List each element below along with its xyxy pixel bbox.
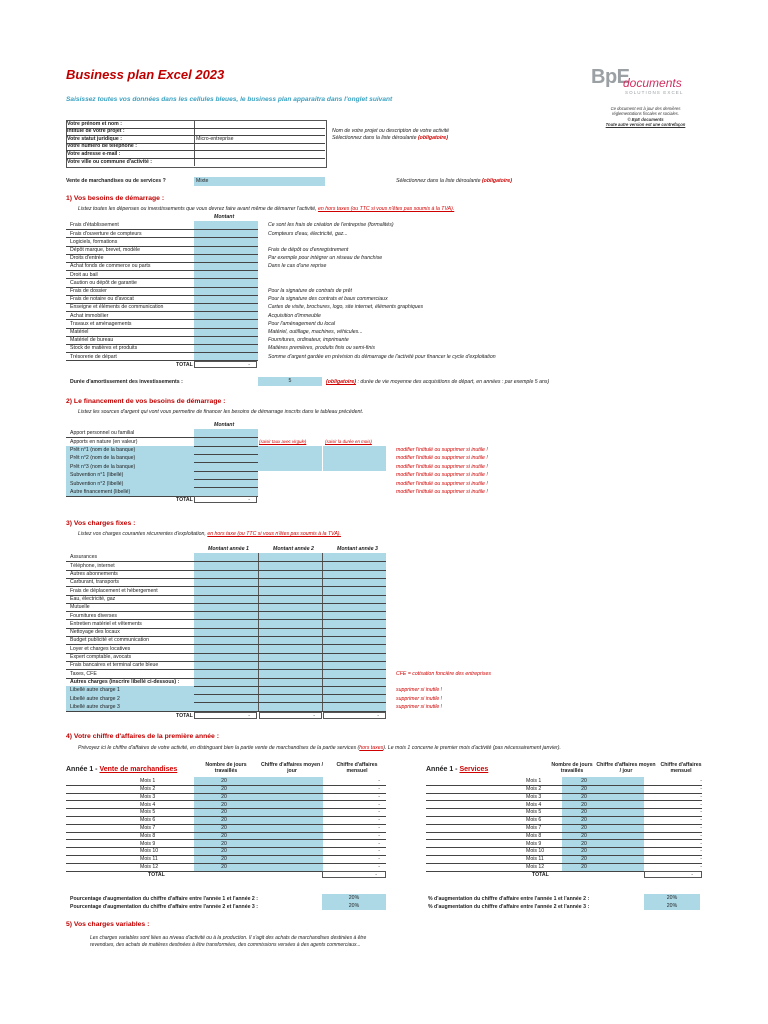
ca-monthly-value: -: [700, 856, 702, 863]
section-1-item-label: Travaux et aménagements: [70, 320, 132, 327]
section-3-col-year1: Montant année 1: [208, 546, 249, 552]
section-3-item-note: supprimer si inutile !: [396, 695, 443, 702]
ca-monthly-value: -: [378, 856, 380, 863]
section-3-item-label: Libellé autre charge 2: [70, 695, 120, 702]
section-3-item-label: Carburant, transports: [70, 579, 120, 586]
identity-label: Votre ville ou commune d'activité :: [67, 158, 153, 165]
section-2-duration-column[interactable]: [323, 446, 386, 471]
help-project: Nom de votre projet ou description de votre activité: [332, 128, 450, 134]
section-1-item-note: Frais de dépôt ou d'enregistrement: [268, 247, 349, 253]
section-1-intro-text: Listez toutes les dépenses ou investissements que vous devrez faire avant même de démarrer l'activité,: [78, 206, 317, 212]
section-1-item-note: Ce sont les frais de création de l'entreprise (formalités): [268, 222, 394, 229]
ca-month-label: Mois 1: [140, 778, 156, 785]
section-4-intro-red: hors taxes: [359, 745, 384, 751]
ca-days-value[interactable]: 20: [221, 864, 227, 870]
section-3-col-divider-1: [258, 553, 259, 711]
ca-monthly-value: -: [378, 817, 380, 824]
help-statut: [332, 135, 448, 141]
section-2-item-label: Apport personnel ou familial: [70, 430, 135, 437]
ca-days-value[interactable]: 20: [581, 832, 587, 839]
pct-left-label-2: Pourcentage d'augmentation du chiffre d'affaire entre l'année 2 et l'année 3 :: [70, 904, 258, 910]
section-1-row-line: [66, 328, 258, 329]
section-1-item-label: Matériel: [70, 329, 89, 335]
section-3-total-year3: -: [323, 712, 386, 719]
ca-month-label: Mois 11: [526, 856, 544, 863]
ca-right-col-ca-jour: Chiffre d'affaires moyen / jour: [596, 762, 656, 775]
ca-left-total-value: -: [322, 871, 386, 878]
section-1-total-label: TOTAL: [176, 362, 193, 368]
section-1-item-label: Trésorerie de départ: [70, 353, 117, 360]
ca-row-line: [426, 808, 702, 809]
section-5-title: 5) Vos charges variables :: [66, 921, 150, 928]
duration-hint: (saisir la durée en mois): [325, 439, 372, 444]
section-4-intro: [78, 745, 561, 751]
section-2-item-label: Prêt n°1 (nom de la banque): [70, 447, 136, 454]
section-2-item-label: Subvention n°2 (libellé): [70, 480, 124, 487]
section-1-item-note: Pour la signature de contrats de prêt: [268, 288, 352, 294]
identity-row-line: [66, 128, 325, 129]
ca-month-label: Mois 3: [526, 793, 542, 800]
section-2-item-label: Subvention n°1 (libellé): [70, 472, 124, 479]
section-4-intro-b: ). Le mois 1 concerne le premier mois d'activité (pas nécessairement janvier).: [383, 745, 561, 751]
section-3-item-label: Eau, électricité, gaz: [70, 595, 116, 602]
ca-month-label: Mois 10: [526, 848, 545, 855]
ca-days-value[interactable]: 20: [221, 848, 227, 855]
ca-monthly-value: -: [700, 817, 702, 824]
identity-label: Votre prénom et nom :: [67, 120, 122, 127]
ca-monthly-value: -: [378, 840, 380, 847]
section-1-item-note: Acquisition d'immeuble: [268, 312, 321, 319]
identity-label: Votre statut juridique :: [67, 135, 122, 142]
section-3-item-note: supprimer si inutile !: [396, 687, 443, 694]
section-2-item-label: Prêt n°2 (nom de la banque): [70, 455, 136, 462]
ca-days-value[interactable]: 20: [581, 801, 587, 808]
section-1-item-label: Frais d'établissement: [70, 222, 119, 229]
ca-month-label: Mois 2: [526, 786, 542, 792]
ca-right-heading-text: Année 1 -: [426, 766, 458, 773]
section-2-total-label: TOTAL: [176, 497, 193, 503]
section-1-item-label: Stock de matières et produits: [70, 345, 138, 352]
identity-input[interactable]: [195, 120, 325, 128]
ca-days-value[interactable]: 20: [581, 778, 587, 785]
section-1-item-note: Matériel, outillage, machines, véhicules...: [268, 329, 363, 335]
bpe-logo: [591, 66, 701, 100]
section-2-item-label: Autre financement (libellé): [70, 488, 131, 495]
section-2-total-value: -: [194, 496, 257, 503]
ca-left-col-jours: Nombre de jours travaillés: [205, 762, 247, 775]
ca-left-col-ca-jour: Chiffre d'affaires moyen / jour: [260, 762, 324, 775]
pct-left-input-1[interactable]: 20%: [322, 894, 386, 902]
ca-month-label: Mois 7: [140, 825, 156, 831]
section-1-intro-red: en hors taxes (ou TTC si vous n'êtes pas soumis à la TVA).: [318, 206, 455, 212]
section-3-item-label: Autres abonnements: [70, 571, 118, 577]
ca-days-value[interactable]: 20: [221, 856, 227, 863]
ca-days-value[interactable]: 20: [221, 825, 227, 831]
ca-month-label: Mois 1: [526, 778, 542, 785]
identity-input[interactable]: [195, 128, 325, 136]
ca-monthly-value: -: [700, 864, 702, 870]
ca-row-line: [426, 785, 702, 786]
ca-month-label: Mois 4: [526, 801, 542, 808]
section-3-row-line: [66, 669, 386, 670]
amortissement-input[interactable]: 5: [258, 377, 322, 386]
ca-monthly-value: -: [378, 848, 380, 855]
ca-month-label: Mois 12: [526, 864, 545, 870]
ca-days-value[interactable]: 20: [581, 809, 587, 816]
section-2-item-note: modifier l'intitulé ou supprimer si inutile !: [396, 472, 488, 479]
ca-days-value[interactable]: 20: [581, 864, 587, 870]
ca-month-label: Mois 12: [140, 864, 159, 870]
section-1-item-note: Compteurs d'eau, électricité, gaz...: [268, 230, 348, 237]
section-3-title: 3) Vos charges fixes :: [66, 520, 136, 527]
page-subtitle: Saisissez toutes vos données dans les cellules bleues, le business plan apparaitra dans l'onglet suivant: [66, 96, 393, 103]
ca-days-value[interactable]: 20: [581, 786, 587, 792]
section-1-item-label: Achat immobilier: [70, 312, 109, 319]
identity-label: Votre numéro de téléphone :: [67, 143, 137, 150]
page-title: Business plan Excel 2023: [66, 67, 225, 82]
ca-days-value[interactable]: 20: [581, 817, 587, 824]
ca-right-col-ca-mensuel: Chiffre d'affaires mensuel: [660, 762, 702, 775]
section-3-col-year3: Montant année 3: [337, 546, 378, 552]
ca-row-line: [426, 863, 702, 864]
ca-left-heading: [66, 766, 177, 773]
ca-row-line: [426, 824, 702, 825]
section-3-intro-text: Listez vos charges courantes récurrentes d'exploitation,: [78, 531, 206, 537]
section-1-item-label: Frais de dossier: [70, 288, 107, 294]
ca-left-total-label: TOTAL: [148, 872, 165, 878]
legal-notice: [598, 106, 693, 127]
pct-right-input-1[interactable]: 20%: [644, 894, 700, 902]
ca-right-total-label: TOTAL: [532, 872, 549, 878]
amortissement-required: (obligatoire): [326, 379, 356, 385]
ca-monthly-value: -: [700, 825, 702, 831]
ca-right-col-jours: Nombre de jours travaillés: [551, 762, 593, 775]
section-1-item-note: Dans le cas d'une reprise: [268, 263, 327, 270]
ca-left-heading-red: Vente de marchandises: [99, 766, 178, 773]
ca-days-value[interactable]: 20: [221, 817, 227, 824]
ca-monthly-value: -: [378, 793, 380, 800]
section-3-total-label: TOTAL: [176, 713, 193, 719]
logo-bp: BpE: [591, 66, 630, 88]
section-3-item-label: Assurances: [70, 554, 98, 561]
ca-month-label: Mois 5: [140, 809, 156, 816]
section-1-total-value: -: [194, 361, 257, 368]
ca-days-value[interactable]: 20: [221, 786, 227, 792]
ca-monthly-value: -: [700, 848, 702, 855]
section-2-title: 2) Le financement de vos besoins de démarrage :: [66, 398, 226, 405]
ca-days-value[interactable]: 20: [221, 793, 227, 800]
ca-left-col-ca-mensuel: Chiffre d'affaires mensuel: [336, 762, 378, 775]
ca-month-label: Mois 6: [526, 817, 542, 824]
ca-month-label: Mois 8: [526, 832, 542, 839]
ca-row-line: [426, 832, 702, 833]
section-3-col-divider-2: [322, 553, 323, 711]
section-1-col-montant: Montant: [214, 214, 235, 220]
vente-required: (obligatoire): [481, 178, 512, 184]
ca-monthly-value: -: [378, 825, 380, 831]
help-statut-text: Sélectionnez dans la liste déroulante: [332, 135, 417, 141]
section-3-year2-column[interactable]: [259, 553, 322, 711]
section-3-item-label: Fournitures diverses: [70, 612, 117, 619]
rate-hint: (saisir taux avec virgule): [259, 439, 307, 444]
ca-monthly-value: -: [700, 809, 702, 816]
section-2-rate-column[interactable]: [258, 446, 322, 471]
amortissement-label: Durée d'amortissement des investissements :: [70, 379, 183, 385]
identity-label: Intitulé de votre projet :: [67, 128, 125, 135]
vente-help-text: Sélectionnez dans la liste déroulante: [396, 178, 481, 184]
ca-days-value[interactable]: 20: [221, 801, 227, 808]
section-1-item-label: Droit au bail: [70, 271, 98, 278]
section-3-intro-red: en hors taxe (ou TTC si vous n'êtes pas soumis à la TVA).: [207, 531, 341, 537]
section-2-item-note: modifier l'intitulé ou supprimer si inutile !: [396, 463, 488, 470]
ca-monthly-value: -: [378, 778, 380, 785]
ca-monthly-value: -: [700, 778, 702, 785]
pct-left-label-1: Pourcentage d'augmentation du chiffre d'affaire entre l'année 1 et l'année 2 :: [70, 896, 258, 902]
ca-days-value[interactable]: 20: [581, 840, 587, 847]
section-4-title: 4) Votre chiffre d'affaires de la première année :: [66, 733, 219, 740]
notice-copyright: © BpE documents: [627, 116, 664, 122]
pct-right-label-1: % d'augmentation du chiffre d'affaire entre l'année 1 et l'année 2 :: [428, 896, 590, 902]
ca-month-label: Mois 2: [140, 786, 156, 792]
section-1-item-label: Dépôt marque, brevet, modèle: [70, 247, 141, 253]
section-3-year3-column[interactable]: [323, 553, 386, 711]
ca-monthly-value: -: [378, 832, 380, 839]
section-3-col-year2: Montant année 2: [273, 546, 314, 552]
section-3-item-note: supprimer si inutile !: [396, 703, 443, 710]
section-3-item-label: Budget publicité et communication: [70, 637, 150, 644]
ca-left-heading-text: Année 1 -: [66, 766, 98, 773]
ca-monthly-value: -: [378, 809, 380, 816]
section-1-item-label: Achat fonds de commerce ou parts: [70, 263, 151, 270]
logo-documents: documents: [623, 76, 682, 90]
section-3-item-label: Frais bancaires et terminal carte bleue: [70, 662, 159, 669]
statut-value[interactable]: Micro-entreprise: [196, 135, 234, 142]
section-1-title: 1) Vos besoins de démarrage :: [66, 195, 165, 202]
section-2-col-montant: Montant: [214, 422, 235, 428]
section-2-intro: Listez les sources d'argent qui vont vous permettre de financer les besoins de démarrage inscrits dans le tableau précédent.: [78, 409, 364, 415]
ca-right-heading-red: Services: [459, 766, 489, 773]
section-3-item-label: Mutuelle: [70, 604, 90, 611]
section-5-intro: Les charges variables sont liées au niveau d'activité ou à la production. Il s'agit des achats de marchandises destinées à être revendues, des achats de matières destinées à être transformées, des commissions versées à des agents commerciaux...: [90, 935, 367, 948]
section-2-item-note: modifier l'intitulé ou supprimer si inutile !: [396, 455, 488, 462]
section-1-item-label: Frais d'ouverture de compteurs: [70, 230, 142, 237]
ca-row-line: [426, 855, 702, 856]
ca-row-line: [426, 839, 702, 840]
ca-days-value[interactable]: 20: [581, 825, 587, 831]
section-3-item-label: Entretien matériel et vêtements: [70, 620, 142, 627]
ca-month-label: Mois 4: [140, 801, 156, 808]
vente-select[interactable]: Mixte: [194, 177, 325, 186]
ca-days-value[interactable]: 20: [221, 778, 227, 785]
pct-right-input-2[interactable]: 20%: [644, 902, 700, 910]
ca-monthly-value: -: [700, 793, 702, 800]
pct-left-input-2[interactable]: 20%: [322, 902, 386, 910]
ca-month-label: Mois 8: [140, 832, 156, 839]
ca-days-value[interactable]: 20: [581, 848, 587, 855]
section-1-item-label: Matériel de bureau: [70, 337, 114, 344]
identity-row-line: [66, 150, 325, 151]
notice-counterfeit: Toute autre version est une contrefaçon: [605, 121, 686, 127]
ca-month-label: Mois 6: [140, 817, 156, 824]
identity-label: Votre adresse e-mail :: [67, 151, 121, 157]
ca-days-value[interactable]: 20: [221, 840, 227, 847]
section-1-item-label: Enseigne et éléments de communication: [70, 304, 164, 311]
section-1-item-note: Par exemple pour intégrer un réseau de franchise: [268, 255, 383, 262]
ca-monthly-value: -: [378, 786, 380, 792]
ca-right-heading: [426, 766, 488, 773]
ca-monthly-value: -: [700, 832, 702, 839]
ca-month-label: Mois 11: [140, 856, 158, 863]
section-1-intro: [78, 206, 454, 212]
ca-month-label: Mois 9: [526, 840, 542, 847]
ca-month-label: Mois 5: [526, 809, 542, 816]
ca-row-line: [426, 793, 702, 794]
ca-month-label: Mois 7: [526, 825, 542, 831]
ca-days-value[interactable]: 20: [221, 809, 227, 816]
section-1-item-note: Pour l'aménagement du local: [268, 320, 336, 327]
ca-right-total-value: -: [644, 871, 702, 878]
section-1-item-note: Somme d'argent gardée en prévision du démarrage de l'activité pour financer le cycle d'exploitation: [268, 353, 496, 360]
ca-month-label: Mois 9: [140, 840, 156, 847]
section-2-item-note: modifier l'intitulé ou supprimer si inutile !: [396, 480, 488, 487]
section-1-item-note: Fournitures, ordinateur, imprimante: [268, 337, 349, 344]
section-3-item-label: Libellé autre charge 1: [70, 687, 120, 694]
section-1-item-note: Cartes de visite, brochures, logo, site internet, éléments graphiques: [268, 304, 424, 311]
section-3-item-label: Taxes, CFE: [70, 670, 97, 677]
notice-update: Ce document est à jour des dernières réglementations fiscales et sociales.: [610, 106, 681, 117]
identity-input[interactable]: [195, 150, 325, 158]
identity-input[interactable]: [195, 158, 325, 166]
identity-row-line: [66, 143, 325, 144]
section-4-intro-a: Prévoyez ici le chiffre d'affaires de votre activité, en distinguant bien la partie vente de marchandises de la partie services (: [78, 745, 360, 751]
identity-input[interactable]: [195, 143, 325, 151]
ca-monthly-value: -: [700, 840, 702, 847]
section-3-total-year2: -: [259, 712, 322, 719]
section-2-item-note: modifier l'intitulé ou supprimer si inutile !: [396, 488, 488, 495]
section-1-item-note: Pour la signature des contrats et baux commerciaux: [268, 296, 388, 303]
section-1-amount-column[interactable]: [194, 221, 258, 361]
amortissement-help-text: : durée de vie moyenne des acquisitions de départ, en années : par exemple 5 ans): [357, 379, 550, 385]
ca-days-value[interactable]: 20: [581, 856, 587, 863]
section-3-item-label: Téléphone, internet: [70, 562, 115, 569]
ca-days-value[interactable]: 20: [581, 793, 587, 800]
section-3-item-label: Autres charges (inscrire libellé ci-dessous) :: [70, 678, 180, 685]
section-2-item-label: Prêt n°3 (nom de la banque): [70, 463, 136, 470]
section-3-year1-column[interactable]: [194, 553, 258, 711]
identity-row-line: [66, 158, 325, 159]
section-1-item-note: Matières premières, produits finis ou semi-finis: [268, 345, 375, 352]
section-3-item-label: Loyer et charges locatives: [70, 645, 131, 652]
section-3-intro: [78, 531, 341, 537]
ca-row-line: [426, 816, 702, 817]
section-1-item-label: Logiciels, formations: [70, 238, 118, 245]
logo-tagline: SOLUTIONS EXCEL: [625, 90, 684, 95]
vente-label: Vente de marchandises ou de services ?: [66, 178, 166, 184]
ca-monthly-value: -: [378, 801, 380, 808]
ca-monthly-value: -: [700, 786, 702, 792]
section-3-item-note: CFE = cotisation foncière des entreprises: [396, 670, 492, 677]
section-2-item-label: Apports en nature (en valeur): [70, 438, 138, 445]
section-3-row-line: [66, 603, 386, 604]
section-1-item-label: Frais de notaire ou d'avocat: [70, 296, 134, 303]
vente-help: [396, 178, 512, 184]
ca-row-line: [426, 847, 702, 848]
section-3-item-label: Expert comptable, avocats: [70, 654, 132, 660]
section-3-item-label: Frais de déplacement et hébergement: [70, 587, 158, 594]
ca-monthly-value: -: [378, 864, 380, 870]
section-3-total-year1: -: [194, 712, 257, 719]
ca-row-line: [426, 800, 702, 801]
help-statut-required: (obligatoire): [417, 135, 448, 141]
amortissement-help: [326, 379, 549, 385]
ca-monthly-value: -: [700, 801, 702, 808]
ca-month-label: Mois 10: [140, 848, 159, 855]
ca-days-value[interactable]: 20: [221, 832, 227, 839]
pct-right-label-2: % d'augmentation du chiffre d'affaire entre l'année 2 et l'année 3 :: [428, 904, 590, 910]
section-2-item-note: modifier l'intitulé ou supprimer si inutile !: [396, 447, 488, 454]
section-3-item-label: Libellé autre charge 3: [70, 703, 120, 710]
section-1-item-label: Caution ou dépôt de garantie: [70, 279, 137, 286]
section-3-item-label: Nettoyage des locaux: [70, 629, 120, 636]
ca-month-label: Mois 3: [140, 793, 156, 800]
section-1-item-label: Droits d'entrée: [70, 255, 104, 262]
